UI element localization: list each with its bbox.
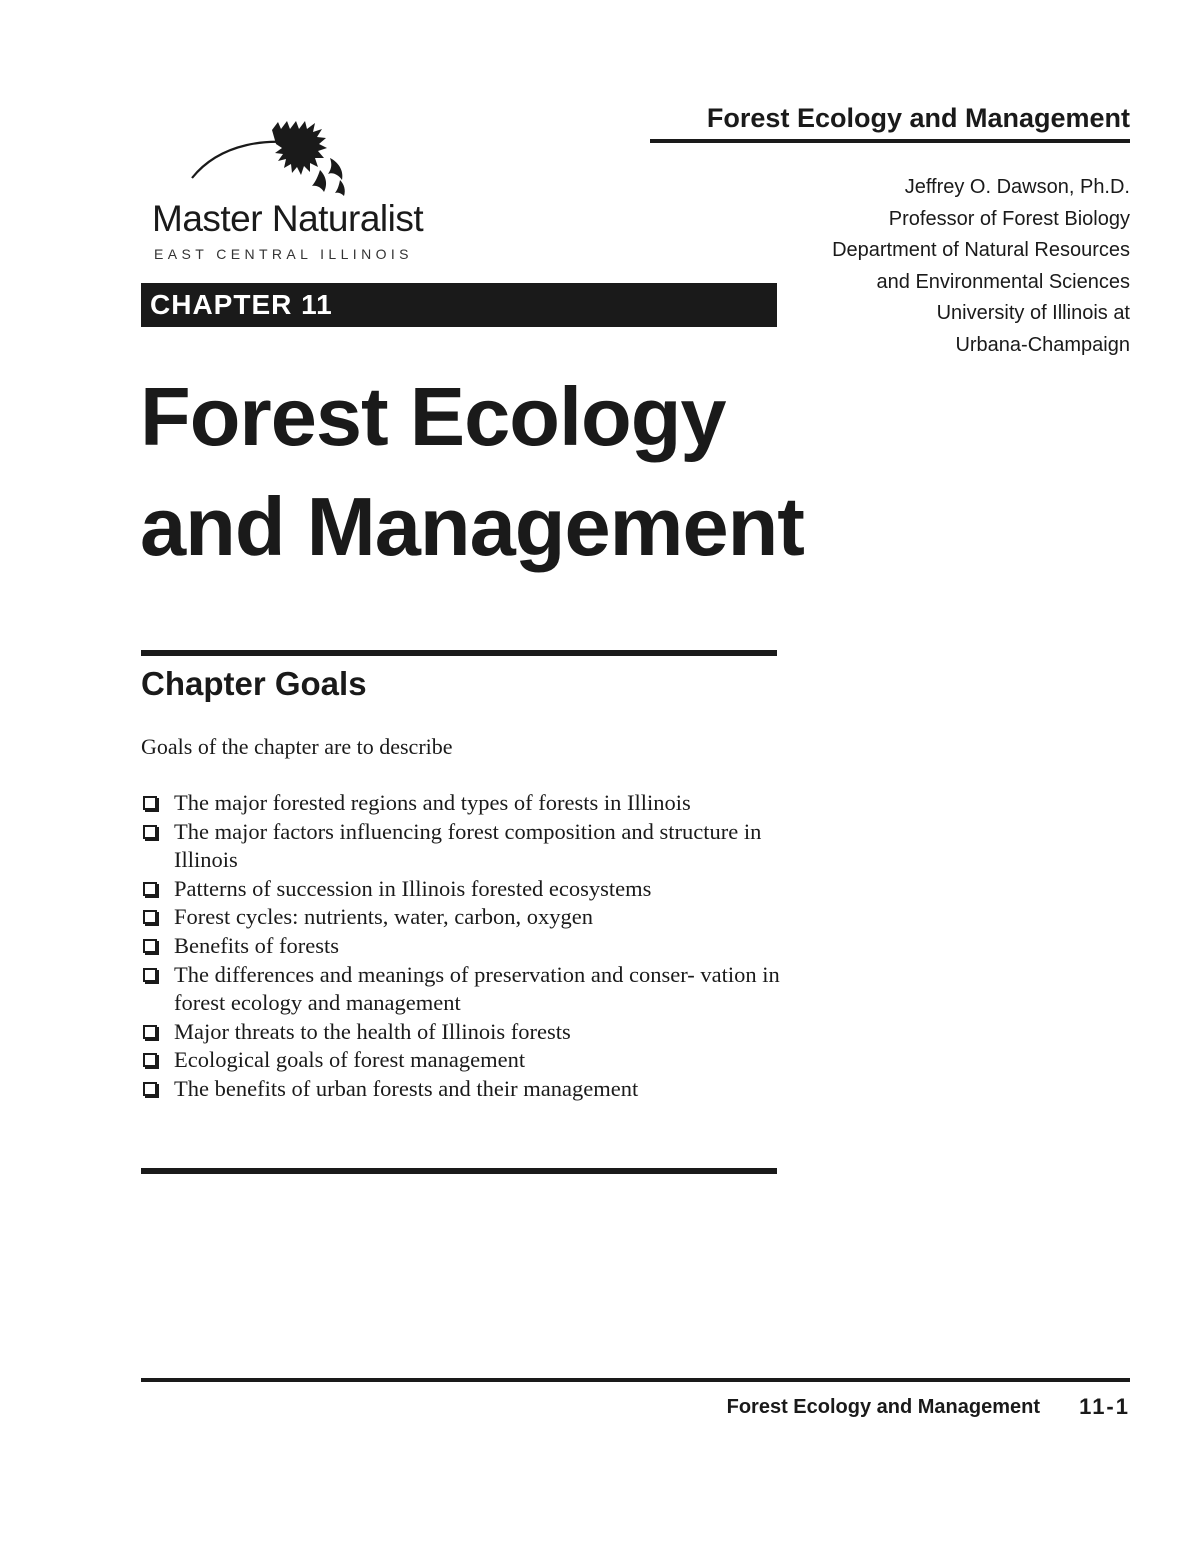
list-item: Ecological goals of forest management (141, 1046, 781, 1075)
logo-subtitle: EAST CENTRAL ILLINOIS (154, 246, 413, 262)
logo-name: Master Naturalist (152, 198, 424, 239)
oak-leaf-icon (190, 118, 380, 208)
chapter-label: CHAPTER 11 (150, 289, 333, 320)
checkbox-icon (143, 910, 157, 924)
running-title: Forest Ecology and Management (706, 103, 1130, 133)
list-item: Forest cycles: nutrients, water, carbon, oxygen (141, 903, 781, 932)
author-department-cont: and Environmental Sciences (876, 270, 1130, 293)
header-rule (650, 139, 1130, 143)
list-item: The major forested regions and types of forests in Illinois (141, 789, 781, 818)
checkbox-icon (143, 1053, 157, 1067)
checkbox-icon (143, 882, 157, 896)
master-naturalist-logo (140, 110, 424, 270)
footer-rule (141, 1378, 1130, 1382)
checkbox-icon (143, 939, 157, 953)
footer-title: Forest Ecology and Management (726, 1396, 1040, 1418)
author-university: University of Illinois at (936, 302, 1130, 324)
chapter-bar (141, 283, 777, 327)
checkbox-icon (143, 796, 157, 810)
goals-intro: Goals of the chapter are to describe (141, 734, 453, 759)
goals-heading: Chapter Goals (141, 665, 367, 702)
checkbox-icon (143, 968, 157, 982)
author-department: Department of Natural Resources (832, 239, 1130, 261)
title-line-1: Forest Ecology (140, 370, 726, 463)
list-item: The major factors influencing forest composition and structure in Illinois (141, 818, 781, 875)
author-name: Jeffrey O. Dawson, Ph.D. (904, 176, 1130, 198)
goals-bottom-rule (141, 1168, 777, 1174)
checkbox-icon (143, 825, 157, 839)
list-item: Major threats to the health of Illinois forests (141, 1018, 781, 1047)
checkbox-icon (143, 1082, 157, 1096)
checkbox-icon (143, 1025, 157, 1039)
page-title (140, 362, 900, 582)
list-item: The differences and meanings of preservation and conser- vation in forest ecology and management (141, 961, 781, 1018)
goals-top-rule (141, 650, 777, 656)
author-campus: Urbana-Champaign (955, 333, 1130, 356)
goals-list (141, 789, 781, 1104)
page-number: 11-1 (1079, 1394, 1130, 1419)
list-item: Benefits of forests (141, 932, 781, 961)
author-title: Professor of Forest Biology (888, 207, 1130, 230)
title-line-2: and Management (140, 480, 804, 573)
list-item: Patterns of succession in Illinois forested ecosystems (141, 875, 781, 904)
list-item: The benefits of urban forests and their management (141, 1075, 781, 1104)
author-block (760, 172, 1130, 361)
